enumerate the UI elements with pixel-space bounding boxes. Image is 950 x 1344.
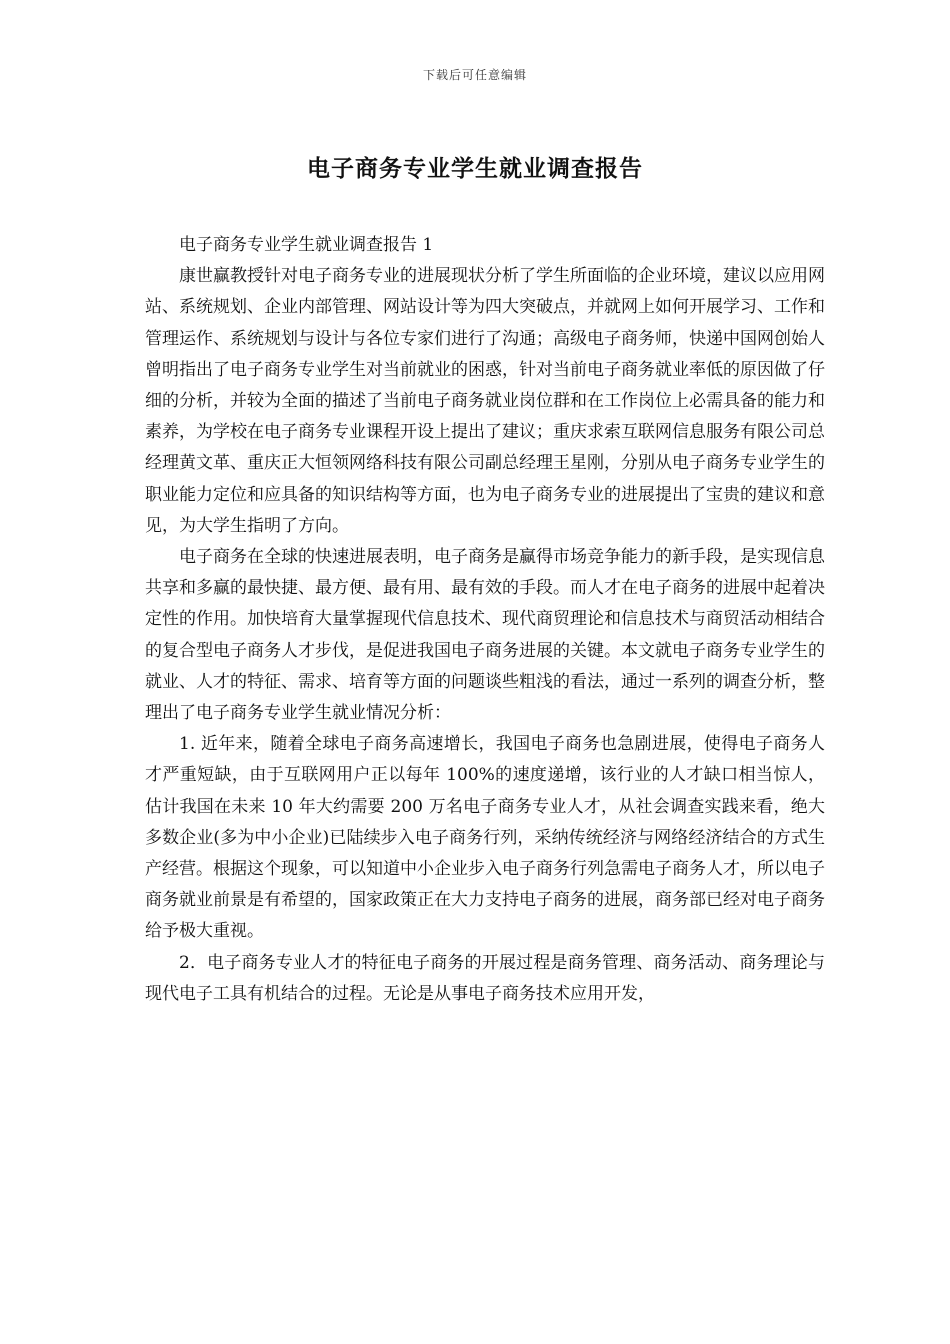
document-body (145, 230, 825, 1010)
paragraph-point-2: 2．电子商务专业人才的特征电子商务的开展过程是商务管理、商务活动、商务理论与现代电子工具有机结合的过程。无论是从事电子商务技术应用开发， (145, 952, 825, 1004)
report-subheading: 电子商务专业学生就业调查报告 1 (179, 235, 434, 255)
document-title: 电子商务专业学生就业调查报告 (307, 155, 643, 182)
paragraph-point-1: 1. 近年来，随着全球电子商务高速增长，我国电子商务也急剧进展，使得电子商务人才严重短缺，由于互联网用户正以每年 100%的速度递增，该行业的人才缺口相当惊人，估计我国在未来 10 年大约需要 200 万名电子商务专业人才，从社会调查实践来看，绝大多数企业(多为中小企业)已陆续步入电子商务行列，采纳传统经济与网络经济结合的方式生产经营。根据这个现象，可以知道中小企业步入电子商务行列急需电子商务人才，所以电子商务就业前景是有希望的，国家政策正在大力支持电子商务的进展，商务部已经对电子商务给予极大重视。 (145, 734, 825, 942)
header-note: 下载后可任意编辑 (422, 68, 527, 82)
paragraph-expert-discussion: 康世赢教授针对电子商务专业的进展现状分析了学生所面临的企业环境，建议以应用网站、系统规划、企业内部管理、网站设计等为四大突破点，并就网上如何开展学习、工作和管理运作、系统规划与设计与各位专家们进行了沟通；高级电子商务师，快递中国网创始人曾明指出了电子商务专业学生对当前就业的困惑，针对当前电子商务就业率低的原因做了仔细的分析，并较为全面的描述了当前电子商务就业岗位群和在工作岗位上必需具备的能力和素养，为学校在电子商务专业课程开设上提出了建议；重庆求索互联网信息服务有限公司总经理黄文革、重庆正大恒领网络科技有限公司副总经理王星刚，分别从电子商务专业学生的职业能力定位和应具备的知识结构等方面，也为电子商务专业的进展提出了宝贵的建议和意见，为大学生指明了方向。 (145, 266, 825, 536)
paragraph-ecommerce-importance: 电子商务在全球的快速进展表明，电子商务是赢得市场竞争能力的新手段，是实现信息共享和多赢的最快捷、最方便、最有用、最有效的手段。而人才在电子商务的进展中起着决定性的作用。加快培育大量掌握现代信息技术、现代商贸理论和信息技术与商贸活动相结合的复合型电子商务人才步伐，是促进我国电子商务进展的关键。本文就电子商务专业学生的就业、人才的特征、需求、培育等方面的问题谈些粗浅的看法，通过一系列的调查分析，整理出了电子商务专业学生就业情况分析： (145, 547, 825, 724)
